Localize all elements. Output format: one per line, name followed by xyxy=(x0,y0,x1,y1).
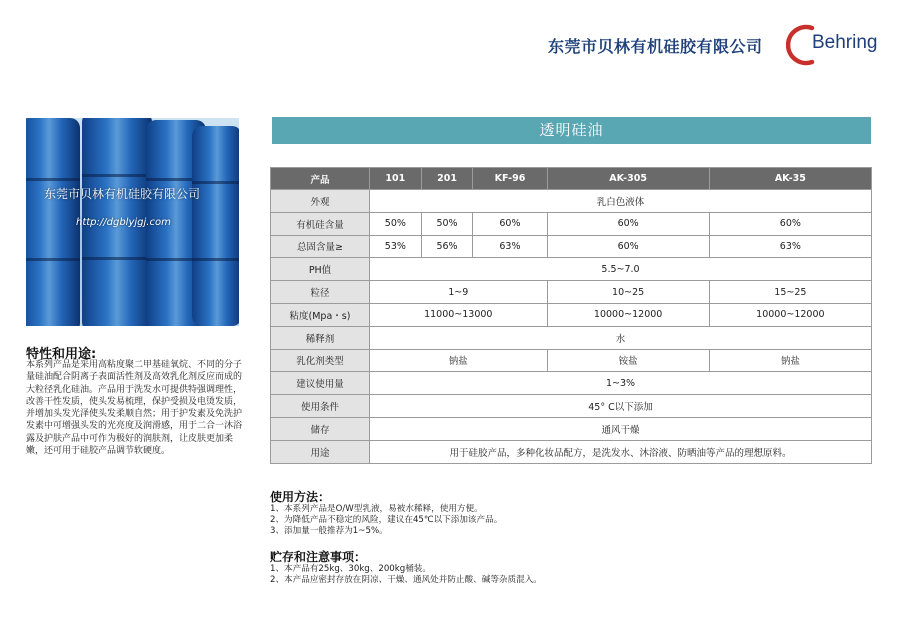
table-cell: 1~9 xyxy=(370,281,548,304)
table-cell: 钠盐 xyxy=(370,349,548,372)
header-cell: 101 xyxy=(370,168,422,190)
row-label: 有机硅含量 xyxy=(271,212,370,235)
table-row xyxy=(271,258,872,281)
table-cell: 60% xyxy=(547,235,709,258)
table-row xyxy=(271,303,872,326)
table-cell: 乳白色液体 xyxy=(370,190,872,213)
row-label: 稀释剂 xyxy=(271,326,370,349)
row-label: 使用条件 xyxy=(271,395,370,418)
features-title: 特性和用途: xyxy=(26,347,97,362)
row-label: 粒径 xyxy=(271,281,370,304)
table-cell: 60% xyxy=(473,212,547,235)
table-row xyxy=(271,235,872,258)
table-cell: 63% xyxy=(473,235,547,258)
table-row xyxy=(271,395,872,418)
header-cell: KF-96 xyxy=(473,168,547,190)
product-title: 透明硅油 xyxy=(272,117,871,144)
header-cell: 产品 xyxy=(271,168,370,190)
table-row xyxy=(271,349,872,372)
row-label: 储存 xyxy=(271,417,370,440)
table-cell: 水 xyxy=(370,326,872,349)
usage-method-body xyxy=(270,504,502,537)
table-row xyxy=(271,190,872,213)
table-row xyxy=(271,417,872,440)
table-row xyxy=(271,440,872,463)
storage-line: 2、本产品应密封存放在阴凉、干燥、通风处并防止酸、碱等杂质混入。 xyxy=(270,575,542,585)
table-cell: 15~25 xyxy=(709,281,871,304)
header-cell: AK-305 xyxy=(547,168,709,190)
row-label: 乳化剂类型 xyxy=(271,349,370,372)
usage-method-title: 使用方法： xyxy=(270,490,331,504)
storage-notes-title: 贮存和注意事项： xyxy=(270,550,367,564)
table-row xyxy=(271,372,872,395)
header-cell: AK-35 xyxy=(709,168,871,190)
row-label: 粘度(Mpa・s) xyxy=(271,303,370,326)
storage-line: 1、本产品有25kg、30kg、200kg桶装。 xyxy=(270,564,431,574)
row-label: PH值 xyxy=(271,258,370,281)
table-cell: 60% xyxy=(547,212,709,235)
table-cell: 50% xyxy=(370,212,422,235)
photo-watermark-url: http://dgblyjgj.com xyxy=(76,217,171,228)
table-cell: 铵盐 xyxy=(547,349,709,372)
usage-line: 3、添加量一般推荐为1~5%。 xyxy=(270,526,388,536)
usage-line: 1、本系列产品是O/W型乳液，易被水稀释，使用方便。 xyxy=(270,504,483,514)
table-row xyxy=(271,212,872,235)
table-cell: 10000~12000 xyxy=(547,303,709,326)
logo-text: Behring xyxy=(812,32,878,53)
table-cell: 用于硅胶产品，多种化妆品配方，是洗发水、沐浴液、防晒油等产品的理想原料。 xyxy=(370,440,872,463)
photo-watermark-name: 东莞市贝林有机硅胶有限公司 xyxy=(44,187,201,201)
features-body: 本系列产品是采用高粘度聚二甲基硅氧烷、不同的分子量硅油配合阴离子表面活性剂及高效乳化剂反应而成的大粒径乳化硅油。产品用于洗发水可提供特强调理性，改善干性发质，使头发易梳理，保护受损及电烫发质，并增加头发光泽使头发柔顺自然；用于护发素及免洗护发素中可增强头发的光亮度及润滑感，用于二合一沐浴露及护肤产品中可作为极好的润肤剂，让皮肤更加柔嫩，还可用于硅胶产品调节软硬度。 xyxy=(26,360,243,457)
table-cell: 56% xyxy=(421,235,473,258)
table-row xyxy=(271,281,872,304)
table-cell: 63% xyxy=(709,235,871,258)
row-label: 总固含量≥ xyxy=(271,235,370,258)
table-cell: 10~25 xyxy=(547,281,709,304)
usage-line: 2、为降低产品不稳定的风险，建议在45℃以下添加该产品。 xyxy=(270,515,503,525)
table-cell: 50% xyxy=(421,212,473,235)
table-cell: 1~3% xyxy=(370,372,872,395)
table-cell: 11000~13000 xyxy=(370,303,548,326)
table-header-row xyxy=(271,168,872,190)
table-cell: 钠盐 xyxy=(709,349,871,372)
table-cell: 通风干燥 xyxy=(370,417,872,440)
table-cell: 53% xyxy=(370,235,422,258)
row-label: 外观 xyxy=(271,190,370,213)
table-row xyxy=(271,326,872,349)
header-cell: 201 xyxy=(421,168,473,190)
row-label: 建议使用量 xyxy=(271,372,370,395)
company-name: 东莞市贝林有机硅胶有限公司 xyxy=(548,37,763,56)
table-cell: 10000~12000 xyxy=(709,303,871,326)
storage-notes-body xyxy=(270,564,542,586)
table-cell: 60% xyxy=(709,212,871,235)
table-cell: 45° C以下添加 xyxy=(370,395,872,418)
table-cell: 5.5~7.0 xyxy=(370,258,872,281)
row-label: 用途 xyxy=(271,440,370,463)
spec-table xyxy=(270,167,872,464)
